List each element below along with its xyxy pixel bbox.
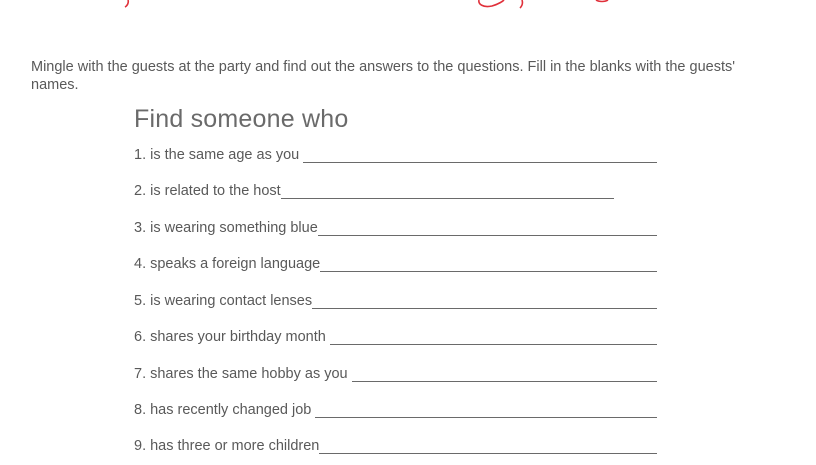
answer-blank[interactable] (312, 292, 657, 309)
question-item-6 (134, 324, 657, 346)
script-heading-fragment (0, 0, 816, 22)
answer-blank[interactable] (315, 401, 657, 418)
question-item-7 (134, 361, 657, 383)
answer-blank[interactable] (352, 365, 657, 382)
question-text: 4. speaks a foreign language (134, 256, 321, 272)
answer-blank[interactable] (319, 437, 657, 454)
question-text: 8. has recently changed job (134, 402, 316, 418)
question-text: 5. is wearing contact lenses (134, 293, 313, 309)
answer-blank[interactable] (303, 146, 657, 163)
question-text: 3. is wearing something blue (134, 220, 318, 236)
question-item-5 (134, 288, 657, 310)
answer-blank[interactable] (320, 255, 657, 272)
question-text: 9. has three or more children (134, 438, 320, 454)
question-item-9 (134, 433, 657, 455)
decorative-script-heading (0, 0, 816, 22)
question-item-4 (134, 251, 657, 273)
question-text: 7. shares the same hobby as you (134, 366, 352, 382)
question-item-1 (134, 142, 657, 164)
section-title: Find someone who (134, 105, 349, 133)
answer-blank[interactable] (318, 219, 657, 236)
question-text: 2. is related to the host (134, 183, 281, 199)
answer-blank[interactable] (330, 328, 657, 345)
question-item-8 (134, 397, 657, 419)
question-item-3 (134, 215, 657, 237)
question-item-2 (134, 178, 614, 200)
instructions-text: Mingle with the guests at the party and find out the answers to the questions. Fill in the blanks with the guests' names. (31, 59, 736, 93)
question-text: 6. shares your birthday month (134, 329, 330, 345)
question-text: 1. is the same age as you (134, 147, 304, 163)
answer-blank[interactable] (281, 182, 614, 199)
